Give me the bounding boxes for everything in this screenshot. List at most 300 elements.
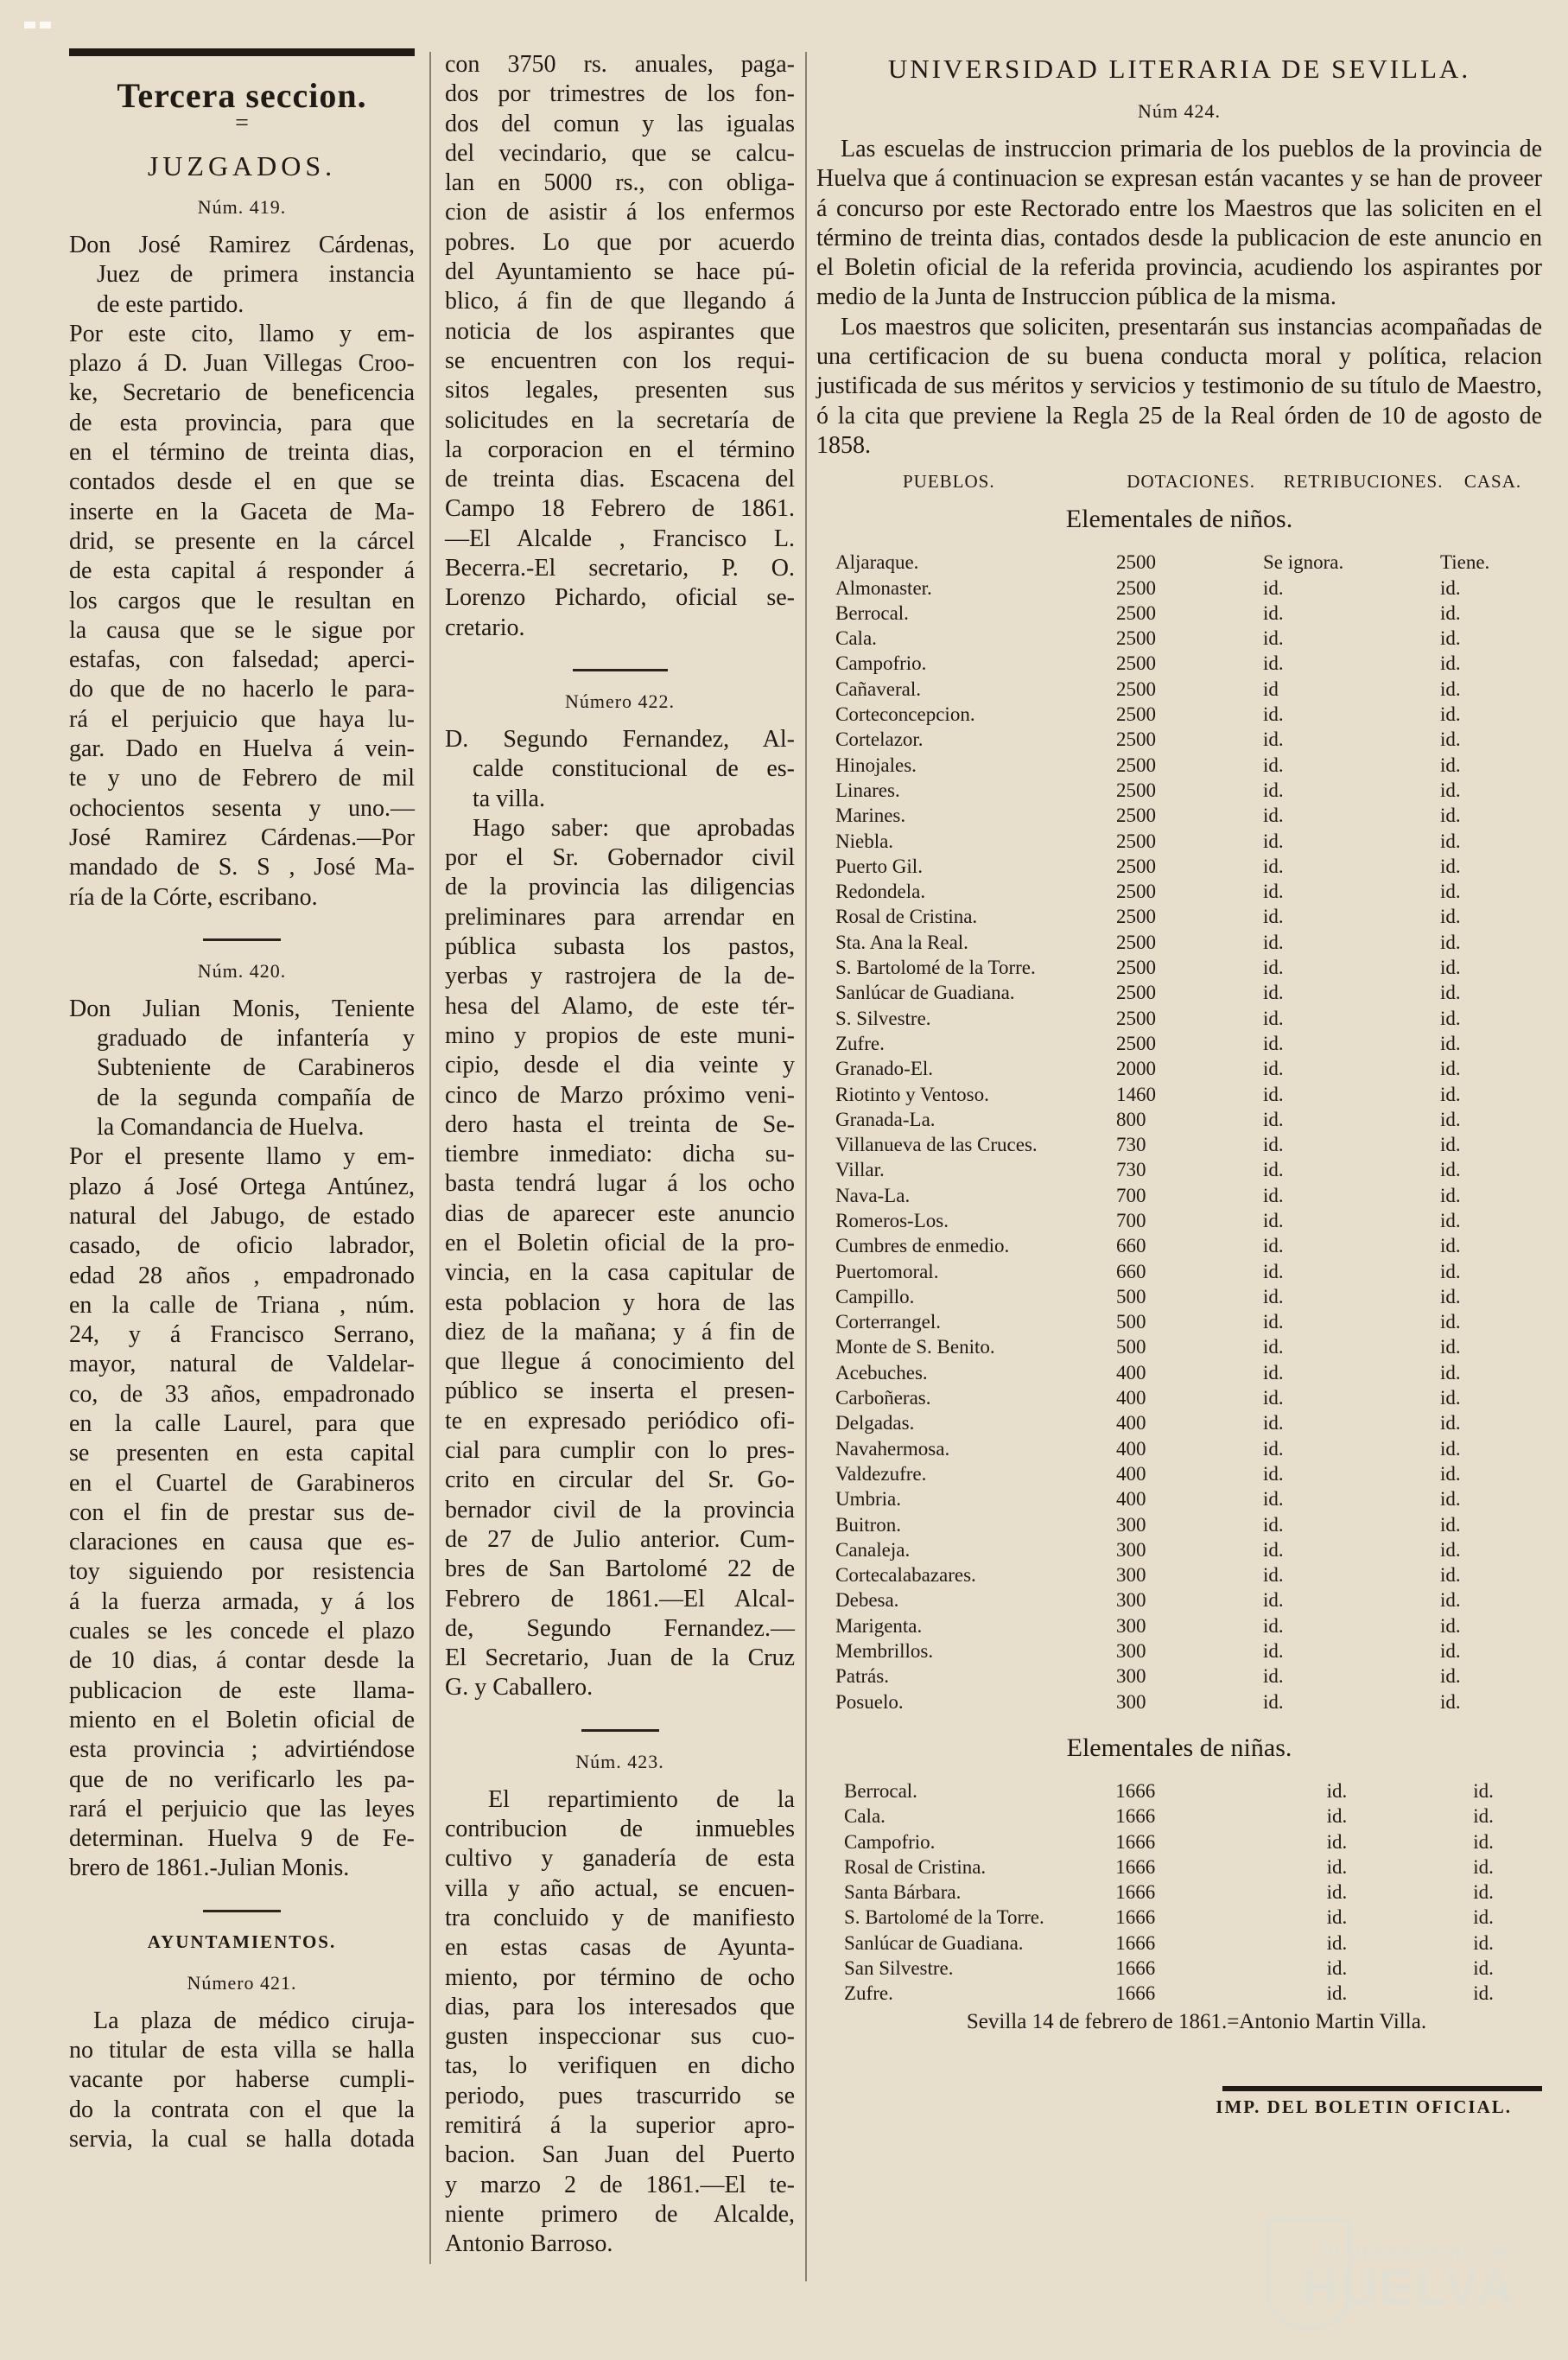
table-cell: 1666 xyxy=(1115,1982,1156,2005)
table-row xyxy=(816,651,1542,676)
text-line: noticia de los aspirantes que xyxy=(445,317,795,345)
table-cell: 300 xyxy=(1116,1690,1146,1713)
table-cell: Cortecalabazares. xyxy=(835,1564,976,1587)
table-row xyxy=(816,1562,1542,1587)
table-cell: id. xyxy=(1263,957,1284,979)
notice-424-paragraph-1: Las escuelas de instruccion primaria de los pueblos de la provincia de Huelva que á continuacion se expresan están vacantes y se han de proveer á concurso por este Rectorado entre los Maestros que las soliciten en el término de treinta dias, contados desde la publicacion de este anuncio en el Boletin oficial de la referida provincia, acudiendo los aspirantes por medio de la Junta de Instruccion pública de la misma. xyxy=(816,136,1542,311)
column-2 xyxy=(445,50,795,2259)
text-line: toy siguiendo por resistencia xyxy=(69,1558,415,1586)
table-row xyxy=(816,1931,1542,1956)
table-cell: id. xyxy=(1263,1387,1284,1409)
text-line: miento, por término de ocho xyxy=(445,1963,795,1991)
text-line: La plaza de médico ciruja- xyxy=(93,2007,415,2034)
table-row xyxy=(816,1956,1542,1981)
text-line: Don José Ramirez Cárdenas, xyxy=(69,232,415,258)
table-cell: Rosal de Cristina. xyxy=(835,906,978,928)
table-cell: id. xyxy=(1263,1260,1284,1282)
text-line: la causa que se le sigue por xyxy=(69,616,415,644)
text-line: inserte en la Gaceta de Ma- xyxy=(69,498,415,525)
table-cell: id. xyxy=(1326,1855,1348,1878)
text-line: calde constitucional de es- xyxy=(473,755,795,783)
table-cell: 2500 xyxy=(1116,805,1156,827)
table-row xyxy=(816,753,1542,778)
table-cell: id. xyxy=(1263,1589,1284,1612)
table-cell: id. xyxy=(1263,1134,1284,1156)
imprint-rule xyxy=(1222,2086,1542,2091)
text-line: gusten inspeccionar sus cuo- xyxy=(445,2023,795,2051)
table-cell: Posuelo. xyxy=(835,1690,904,1713)
text-line: mandado de S. S , José Ma- xyxy=(69,854,415,881)
table-cell: id. xyxy=(1263,830,1284,852)
text-line: do que de no hacerlo le para- xyxy=(69,676,415,703)
table-cell: id. xyxy=(1440,627,1461,650)
text-line: que de no verificarlo les pa- xyxy=(69,1765,415,1793)
text-line: casado, de oficio labrador, xyxy=(69,1232,415,1260)
table-cell: 1460 xyxy=(1116,1083,1156,1105)
text-line: rá el perjuicio que haya lu- xyxy=(69,705,415,733)
text-line: de esta capital á responder á xyxy=(69,557,415,585)
table-cell: Se ignora. xyxy=(1263,551,1344,574)
table-cell: 2500 xyxy=(1116,627,1156,650)
ayuntamientos-heading: AYUNTAMIENTOS. xyxy=(147,1931,337,1952)
table-cell: Redondela. xyxy=(835,881,926,903)
table-cell: id. xyxy=(1440,805,1461,827)
table-cell: id. xyxy=(1263,1564,1284,1587)
table-row xyxy=(816,1233,1542,1258)
text-line: y marzo 2 de 1861.—El te- xyxy=(445,2171,795,2198)
table-cell: 1666 xyxy=(1115,1931,1156,1954)
table-cell: id. xyxy=(1326,1906,1348,1929)
table-cell: id. xyxy=(1263,754,1284,776)
table-cell: 660 xyxy=(1116,1260,1146,1282)
text-line: de 10 dias, á contar desde la xyxy=(69,1647,415,1675)
text-line: de, Segundo Fernandez.— xyxy=(445,1614,795,1642)
table-cell: 400 xyxy=(1116,1437,1146,1460)
table-cell: 300 xyxy=(1116,1564,1146,1587)
text-line: se presenten en esta capital xyxy=(69,1440,415,1467)
text-line: José Ramirez Cárdenas.—Por xyxy=(69,824,415,851)
table-cell: 660 xyxy=(1116,1235,1146,1257)
table-cell: Riotinto y Ventoso. xyxy=(835,1083,989,1105)
table-cell: id. xyxy=(1440,1285,1461,1307)
table-cell: 300 xyxy=(1116,1589,1146,1612)
table-cell: id. xyxy=(1473,1830,1494,1853)
table-cell: id. xyxy=(1440,1108,1461,1130)
imprint: IMP. DEL BOLETIN OFICIAL. xyxy=(1216,2096,1512,2117)
table-cell: id. xyxy=(1440,677,1461,700)
text-line: villa y año actual, se encuen- xyxy=(445,1874,795,1902)
table-cell: 2500 xyxy=(1116,1007,1156,1029)
table-cell: Santa Bárbara. xyxy=(844,1881,962,1904)
table-row xyxy=(816,1436,1542,1461)
table-cell: id. xyxy=(1440,1513,1461,1536)
text-line: lan en 5000 rs., con obliga- xyxy=(445,169,795,197)
table-cell: 1666 xyxy=(1115,1805,1156,1828)
table-cell: Acebuches. xyxy=(835,1361,928,1384)
table-cell: Hinojales. xyxy=(835,754,917,776)
text-line: con 3750 rs. anuales, paga- xyxy=(445,51,795,78)
table-cell: id. xyxy=(1326,1830,1348,1853)
text-line: cretario. xyxy=(445,614,525,641)
text-line: mino y propios de este muni- xyxy=(445,1021,795,1049)
table-cell: id. xyxy=(1440,1260,1461,1282)
text-line: dero hasta el treinta de Se- xyxy=(445,1110,795,1138)
text-line: por el Sr. Gobernador civil xyxy=(445,844,795,872)
table-cell: 800 xyxy=(1116,1108,1146,1130)
text-line: D. Segundo Fernandez, Al- xyxy=(445,725,795,753)
table-row xyxy=(816,626,1542,651)
table-cell: id. xyxy=(1440,601,1461,624)
ninos-subtitle: Elementales de niños. xyxy=(1065,505,1293,534)
text-line: yerbas y rastrojera de la de- xyxy=(445,963,795,990)
table-cell: id. xyxy=(1263,1336,1284,1358)
text-line: en la calle de Triana , núm. xyxy=(69,1291,415,1319)
table-cell: S. Bartolomé de la Torre. xyxy=(835,957,1036,979)
text-line: vacante por haberse cumpli- xyxy=(69,2066,415,2094)
ninas-table xyxy=(816,1778,1542,2007)
table-cell: 2500 xyxy=(1116,881,1156,903)
text-line: en la calle Laurel, para que xyxy=(69,1409,415,1437)
table-cell: San Silvestre. xyxy=(844,1957,954,1979)
table-cell: 2500 xyxy=(1116,855,1156,877)
table-cell: Cala. xyxy=(835,627,877,650)
table-cell: Campofrio. xyxy=(844,1830,936,1853)
table-row xyxy=(816,930,1542,955)
text-line: á la fuerza armada, y á los xyxy=(69,1587,415,1615)
text-line: tas, lo verifiquen en dicho xyxy=(445,2052,795,2080)
table-row xyxy=(816,1082,1542,1107)
column-rule-right xyxy=(805,52,807,2281)
text-line: plazo á D. Juan Villegas Croo- xyxy=(69,350,415,378)
text-line: dos por trimestres de los fon- xyxy=(445,80,795,108)
table-cell: id. xyxy=(1263,1488,1284,1511)
table-cell: Niebla. xyxy=(835,830,894,852)
date-signature: Sevilla 14 de febrero de 1861.=Antonio Martin Villa. xyxy=(966,2009,1427,2033)
table-cell: 500 xyxy=(1116,1336,1146,1358)
table-row xyxy=(816,1905,1542,1930)
text-line: dias, para los interesados que xyxy=(445,1993,795,2020)
table-cell: id. xyxy=(1263,1412,1284,1434)
header-pueblos: PUEBLOS. xyxy=(903,471,995,493)
table-cell: Cumbres de enmedio. xyxy=(835,1235,1010,1257)
text-line: gar. Dado en Huelva á vein- xyxy=(69,735,415,763)
table-row xyxy=(816,1360,1542,1385)
text-line: los cargos que le resultan en xyxy=(69,587,415,614)
table-cell: id. xyxy=(1326,1931,1348,1954)
table-row xyxy=(816,677,1542,702)
table-cell: Marines. xyxy=(835,805,906,827)
table-cell: 300 xyxy=(1116,1513,1146,1536)
table-cell: id. xyxy=(1473,1906,1494,1929)
table-cell: 2500 xyxy=(1116,982,1156,1004)
text-line: edad 28 años , empadronado xyxy=(69,1262,415,1289)
table-cell: Sanlúcar de Guadiana. xyxy=(835,982,1015,1004)
header-dotaciones: DOTACIONES. xyxy=(1127,471,1256,493)
table-cell: 1666 xyxy=(1115,1779,1156,1802)
table-row xyxy=(816,1512,1542,1537)
text-line: Hago saber: que aprobadas xyxy=(473,814,795,842)
table-cell: id. xyxy=(1440,1589,1461,1612)
table-cell: Cortelazor. xyxy=(835,728,924,751)
table-cell: id. xyxy=(1440,1311,1461,1333)
table-cell: id. xyxy=(1263,1184,1284,1206)
table-row xyxy=(816,1613,1542,1638)
column-3 xyxy=(816,35,1542,2118)
text-line: servia, la cual se halla dotada xyxy=(69,2125,415,2153)
table-cell: Corteconcepcion. xyxy=(835,703,975,726)
text-line: bres de San Bartolomé 22 de xyxy=(445,1555,795,1583)
table-row xyxy=(816,955,1542,980)
table-cell: Granada-La. xyxy=(835,1108,936,1130)
table-cell: id. xyxy=(1263,1032,1284,1054)
text-line: se encuentren con los requi- xyxy=(445,347,795,374)
text-line: tra concluido y de manifiesto xyxy=(445,1904,795,1931)
table-cell: id. xyxy=(1440,1184,1461,1206)
table-cell: id. xyxy=(1263,1007,1284,1029)
table-cell: id. xyxy=(1263,1235,1284,1257)
table-row xyxy=(816,1880,1542,1905)
table-cell: 1666 xyxy=(1115,1830,1156,1853)
table-cell: id. xyxy=(1440,1007,1461,1029)
table-row xyxy=(816,1385,1542,1410)
table-cell: 1666 xyxy=(1115,1957,1156,1979)
text-line: contados desde el en que se xyxy=(69,468,415,496)
table-cell: id. xyxy=(1263,1665,1284,1688)
table-cell: 2500 xyxy=(1116,652,1156,675)
table-row xyxy=(816,1778,1542,1803)
table-cell: id. xyxy=(1440,1209,1461,1231)
table-cell: id. xyxy=(1473,1931,1494,1954)
table-cell: id. xyxy=(1440,906,1461,928)
notice-number-423: Núm. 423. xyxy=(575,1750,664,1772)
table-row xyxy=(816,1132,1542,1157)
text-line: do la contrata con el que la xyxy=(69,2096,415,2123)
header-casa: CASA. xyxy=(1463,471,1522,493)
table-cell: id. xyxy=(1263,906,1284,928)
table-cell: Nava-La. xyxy=(835,1184,911,1206)
text-line: en el Cuartel de Garabineros xyxy=(69,1469,415,1497)
text-line: público se inserta el presen- xyxy=(445,1377,795,1405)
table-row xyxy=(816,601,1542,626)
table-cell: Villanueva de las Cruces. xyxy=(835,1134,1038,1156)
text-line: cultivo y ganadería de esta xyxy=(445,1845,795,1873)
text-line: Becerra.-El secretario, P. O. xyxy=(445,555,795,582)
table-cell: id. xyxy=(1440,1083,1461,1105)
table-cell: Cala. xyxy=(844,1805,886,1828)
table-cell: id. xyxy=(1440,1235,1461,1257)
table-cell: Debesa. xyxy=(835,1589,899,1612)
watermark-line-2: HUELVA xyxy=(1302,2260,1516,2316)
text-line: sitos legales, presenten sus xyxy=(445,377,795,404)
column-1 xyxy=(69,35,415,2154)
table-row xyxy=(816,1803,1542,1829)
table-cell: id. xyxy=(1440,1614,1461,1637)
table-cell: Monte de S. Benito. xyxy=(835,1336,995,1358)
table-cell: id. xyxy=(1263,1462,1284,1485)
text-line: blico, á fin de que llegando á xyxy=(445,288,795,315)
table-cell: Almonaster. xyxy=(835,576,932,599)
table-cell: id. xyxy=(1440,1058,1461,1080)
table-cell: Campofrio. xyxy=(835,652,927,675)
text-line: plazo á José Ortega Antúnez, xyxy=(69,1173,415,1200)
table-cell: id. xyxy=(1263,1108,1284,1130)
text-line: vincia, en la casa capitular de xyxy=(445,1259,795,1287)
table-cell: id. xyxy=(1263,805,1284,827)
notice-number-419: Núm. 419. xyxy=(197,196,287,218)
table-cell: Granado-El. xyxy=(835,1058,934,1080)
ninas-subtitle: Elementales de niñas. xyxy=(1066,1733,1292,1762)
text-line: hesa del Alamo, de este tér- xyxy=(445,992,795,1020)
text-line: Por este cito, llamo y em- xyxy=(69,320,415,347)
table-row xyxy=(816,1006,1542,1031)
text-line: con el fin de prestar sus de- xyxy=(69,1498,415,1526)
table-cell: Tiene. xyxy=(1440,551,1490,574)
table-cell: id. xyxy=(1440,1640,1461,1663)
table-cell: Puerto Gil. xyxy=(835,855,923,877)
text-line: cipio, desde el dia veinte y xyxy=(445,1052,795,1079)
notice-422-body xyxy=(445,725,795,1703)
table-cell: id. xyxy=(1326,1881,1348,1904)
table-row xyxy=(816,980,1542,1005)
text-line: en el término de treinta dias, xyxy=(69,439,415,467)
text-line: miento en el Boletin oficial de xyxy=(69,1706,415,1733)
text-line: te y uno de Febrero de mil xyxy=(69,765,415,792)
table-row xyxy=(816,1309,1542,1334)
table-cell: 2500 xyxy=(1116,779,1156,801)
notice-number-421: Número 421. xyxy=(187,1971,297,1994)
table-cell: id. xyxy=(1263,1083,1284,1105)
table-cell: id. xyxy=(1440,576,1461,599)
text-line: diez de la mañana; y á fin de xyxy=(445,1318,795,1345)
text-line: niente primero de Alcalde, xyxy=(445,2200,795,2228)
table-cell: Navahermosa. xyxy=(835,1437,950,1460)
table-cell: id. xyxy=(1440,1412,1461,1434)
table-row xyxy=(816,1663,1542,1689)
table-cell: id. xyxy=(1473,1805,1494,1828)
table-cell: Zufre. xyxy=(835,1032,885,1054)
text-line: cion de asistir á los enfermos xyxy=(445,199,795,226)
table-cell: 1666 xyxy=(1115,1881,1156,1904)
table-cell: id. xyxy=(1440,1564,1461,1587)
table-cell: Delgadas. xyxy=(835,1412,915,1434)
table-cell: 300 xyxy=(1116,1614,1146,1637)
table-cell: id. xyxy=(1440,754,1461,776)
table-cell: 500 xyxy=(1116,1285,1146,1307)
text-line: 24, y á Francisco Serrano, xyxy=(69,1321,415,1349)
table-cell: id. xyxy=(1263,652,1284,675)
text-line: G. y Caballero. xyxy=(445,1674,594,1702)
table-cell: id. xyxy=(1440,1488,1461,1511)
section-title: Tercera seccion. xyxy=(117,76,367,115)
table-cell: Romeros-Los. xyxy=(835,1209,949,1231)
table-row xyxy=(816,1183,1542,1208)
table-cell: id. xyxy=(1440,1336,1461,1358)
text-line: dias de aparecer este anuncio xyxy=(445,1199,795,1227)
table-cell: S. Silvestre. xyxy=(835,1007,931,1029)
table-cell: id. xyxy=(1440,652,1461,675)
table-cell: id. xyxy=(1440,1538,1461,1561)
table-cell: id. xyxy=(1440,931,1461,953)
text-line: de la segunda compañía de xyxy=(97,1084,415,1111)
table-cell: id. xyxy=(1263,1538,1284,1561)
table-cell: id. xyxy=(1263,1361,1284,1384)
table-row xyxy=(816,803,1542,828)
table-row xyxy=(816,727,1542,752)
text-line: dos del comun y las igualas xyxy=(445,110,795,137)
table-row xyxy=(816,576,1542,601)
table-row xyxy=(816,1981,1542,2006)
text-line: solicitudes en la secretaría de xyxy=(445,406,795,434)
table-cell: Campillo. xyxy=(835,1285,915,1307)
table-cell: 1666 xyxy=(1115,1906,1156,1929)
text-line: tiembre inmediato: dicha su- xyxy=(445,1141,795,1168)
table-cell: id. xyxy=(1440,1665,1461,1688)
table-cell: Buitron. xyxy=(835,1513,902,1536)
text-line: Juez de primera instancia xyxy=(97,261,415,289)
table-row xyxy=(816,1829,1542,1854)
table-cell: id. xyxy=(1326,1957,1348,1979)
table-cell: id. xyxy=(1263,1209,1284,1231)
table-cell: id. xyxy=(1440,982,1461,1004)
table-cell: 2500 xyxy=(1116,830,1156,852)
table-cell: id. xyxy=(1440,1134,1461,1156)
text-line: la Comandancia de Huelva. xyxy=(97,1114,365,1142)
text-line: ta villa. xyxy=(473,785,545,812)
text-line: graduado de infantería y xyxy=(97,1025,415,1053)
table-cell: Umbria. xyxy=(835,1488,902,1511)
text-line: pobres. Lo que por acuerdo xyxy=(445,228,795,256)
table-row xyxy=(816,1056,1542,1081)
table-cell: id. xyxy=(1263,1437,1284,1460)
table-cell: id. xyxy=(1440,1437,1461,1460)
table-cell: 300 xyxy=(1116,1538,1146,1561)
text-line: Campo 18 Febrero de 1861. xyxy=(445,495,795,523)
text-line: El repartimiento de la xyxy=(488,1785,795,1813)
text-line: te en expresado periódico ofi- xyxy=(445,1407,795,1434)
table-cell: 2000 xyxy=(1116,1058,1156,1080)
notice-419-body xyxy=(69,231,415,913)
table-cell: id. xyxy=(1263,855,1284,877)
table-cell: id. xyxy=(1263,1513,1284,1536)
table-cell: id. xyxy=(1440,881,1461,903)
table-cell: 2500 xyxy=(1116,906,1156,928)
text-line: preliminares para arrendar en xyxy=(445,903,795,931)
column-rule-left xyxy=(429,52,431,2264)
notice-number-420: Núm. 420. xyxy=(197,959,287,982)
text-line: periodo, pues trascurrido se xyxy=(445,2082,795,2109)
table-cell: 1666 xyxy=(1115,1855,1156,1878)
table-cell: id. xyxy=(1263,1058,1284,1080)
notice-423-body xyxy=(445,1785,795,2260)
table-cell: 2500 xyxy=(1116,1032,1156,1054)
table-cell: id. xyxy=(1263,1311,1284,1333)
text-line: esta provincia ; advirtiéndose xyxy=(69,1736,415,1764)
text-line: bacion. San Juan del Puerto xyxy=(445,2141,795,2169)
table-cell: Corterrangel. xyxy=(835,1311,941,1333)
table-cell: 300 xyxy=(1116,1665,1146,1688)
table-row xyxy=(816,1854,1542,1880)
text-line: claraciones en causa que es- xyxy=(69,1529,415,1556)
table-cell: id. xyxy=(1440,1690,1461,1713)
table-row xyxy=(816,829,1542,854)
table-row xyxy=(816,550,1542,575)
text-line: de la provincia las diligencias xyxy=(445,874,795,901)
table-cell: Patrás. xyxy=(835,1665,889,1688)
table-row xyxy=(816,879,1542,904)
table-row xyxy=(816,1486,1542,1511)
separator xyxy=(573,669,668,671)
table-cell: 500 xyxy=(1116,1311,1146,1333)
